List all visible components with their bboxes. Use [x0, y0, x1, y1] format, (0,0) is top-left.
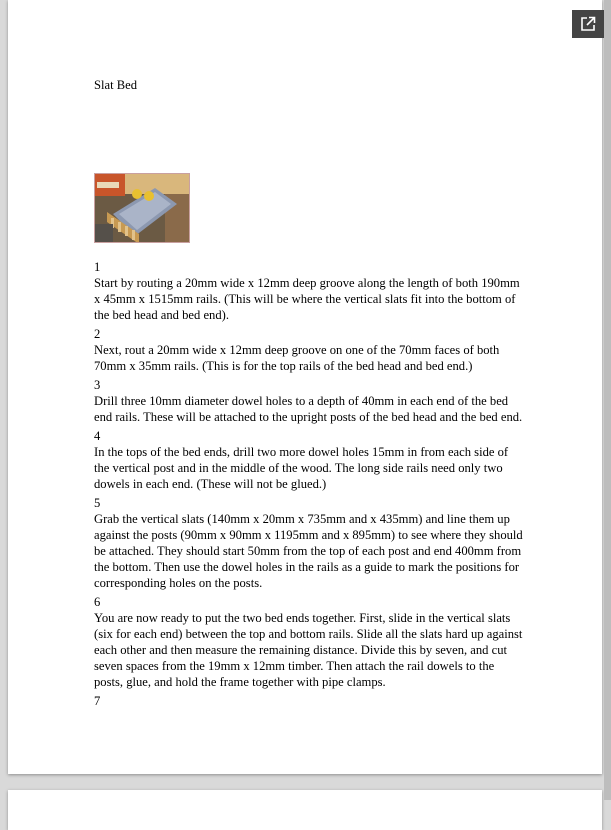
step-text: Start by routing a 20mm wide x 12mm deep groove along the length of both 190mm x 45mm x 1515mm rails. (This will be where the vertical slats fit into the bottom of the bed head and bed end).	[94, 276, 520, 322]
document-content	[94, 77, 524, 712]
next-page	[8, 790, 602, 830]
step-number: 5	[94, 496, 101, 510]
step-text: In the tops of the bed ends, drill two more dowel holes 15mm in from each side of the vertical post and in the middle of the wood. The long side rails need only two dowels in each end. (These will not be glued.)	[94, 445, 509, 491]
step-number: 2	[94, 327, 101, 341]
step-text: Grab the vertical slats (140mm x 20mm x 735mm and x 435mm) and line them up against the posts (90mm x 90mm x 1195mm and x 895mm) to see where they should be attached. They should start 50mm from the top of each post and end 400mm from the bottom. Then use the dowel holes in the rails as a guide to mark the positions for corresponding holes on the posts.	[94, 512, 523, 590]
step-number: 3	[94, 378, 101, 392]
step-6	[94, 594, 524, 690]
step-5	[94, 495, 524, 591]
step-text: Drill three 10mm diameter dowel holes to a depth of 40mm in each end of the bed end rails. These will be attached to the upright posts of the bed head and the bed end.	[94, 394, 523, 424]
document-page	[8, 0, 602, 774]
step-number: 7	[94, 694, 101, 708]
step-1	[94, 259, 524, 323]
document-title: Slat Bed	[94, 78, 138, 92]
step-number: 1	[94, 260, 101, 274]
step-4	[94, 428, 524, 492]
popout-button[interactable]	[572, 10, 604, 38]
step-number: 4	[94, 429, 101, 443]
slat-bed-photo	[94, 173, 190, 243]
open-in-new-icon	[580, 16, 596, 32]
step-3	[94, 377, 524, 425]
step-2	[94, 326, 524, 374]
step-7	[94, 693, 524, 709]
step-text: Next, rout a 20mm wide x 12mm deep groove on one of the 70mm faces of both 70mm x 35mm rails. (This is for the top rails of the bed head and bed end.)	[94, 343, 500, 373]
scrollbar[interactable]	[604, 0, 611, 800]
step-text: You are now ready to put the two bed ends together. First, slide in the vertical slats (six for each end) between the top and bottom rails. Slide all the slats hard up against each other and then measure the remaining distance. Divide this by seven, and cut seven spaces from the 19mm x 12mm timber. Then attach the rail dowels to the posts, glue, and hold the frame together with pipe clamps.	[94, 611, 523, 689]
step-number: 6	[94, 595, 101, 609]
